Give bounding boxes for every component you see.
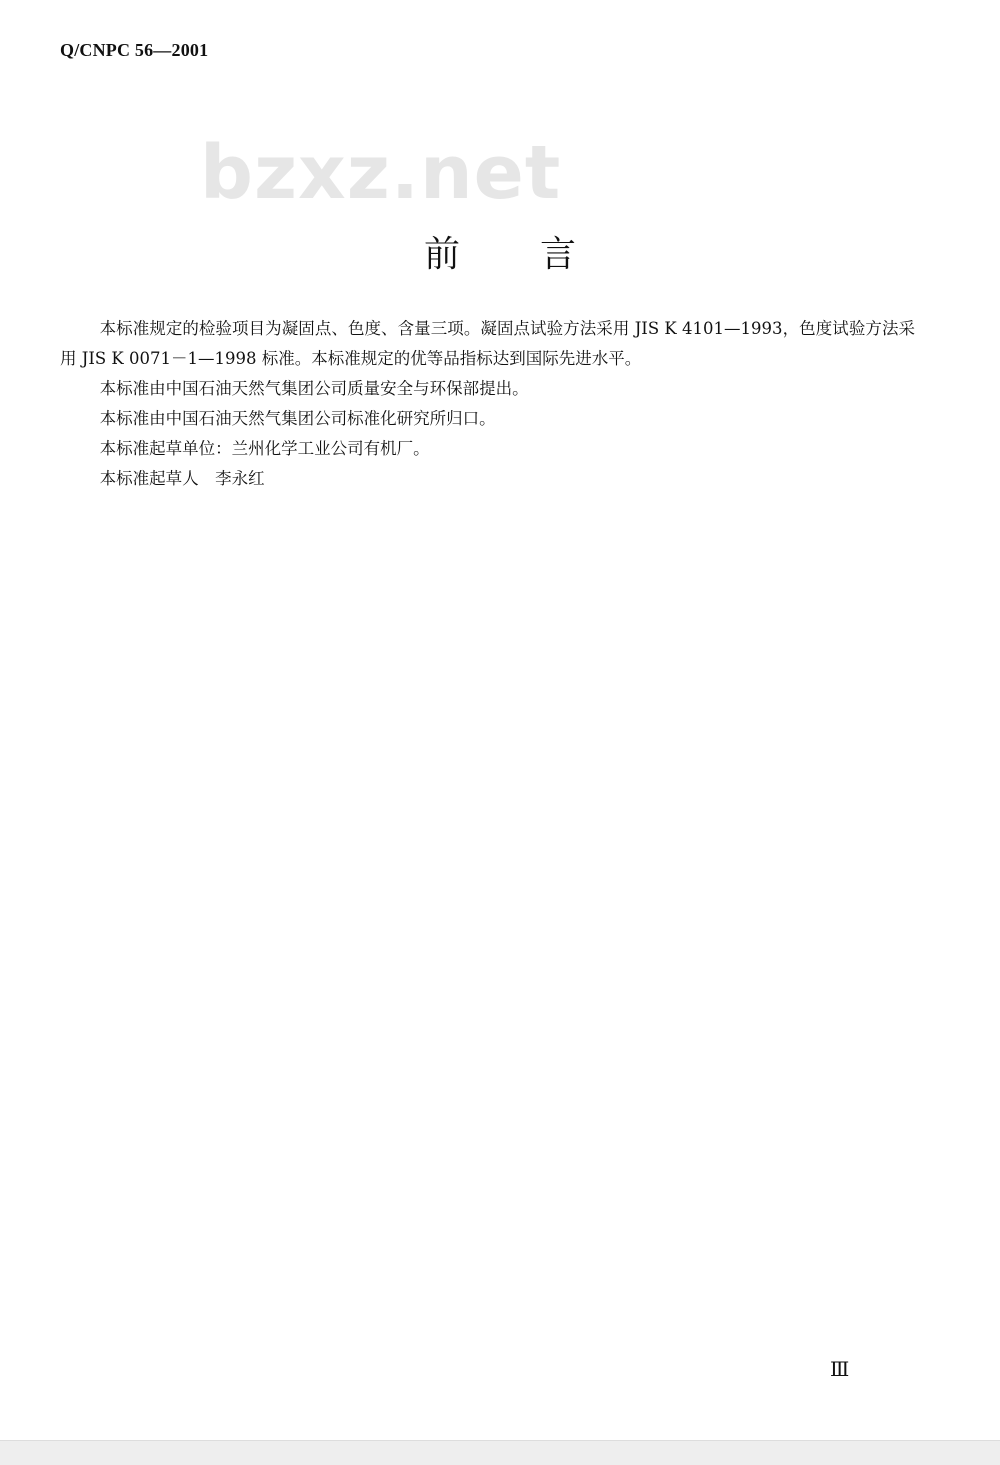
paragraph-administrator: 本标准由中国石油天然气集团公司标准化研究所归口。 [99,409,496,428]
paragraph-scope: 本标准规定的检验项目为凝固点、色度、含量三项。凝固点试验方法采用 JIS K 4101—1993，色度试验方法采用 JIS K 0071－1—1998 标准。本标准规定的优等品指标达到国际先进水平。 [60,319,915,368]
viewer-bottom-edge [0,1440,1000,1465]
paragraph-drafting-unit: 本标准起草单位：兰州化学工业公司有机厂。 [99,439,430,458]
paragraph-proposer: 本标准由中国石油天然气集团公司质量安全与环保部提出。 [99,379,529,398]
paragraph-drafter: 本标准起草人 李永红 [99,469,265,488]
page-number: Ⅲ [830,1359,850,1381]
standard-code: Q/CNPC 56—2001 [60,40,209,60]
watermark-logo: bzxz.net [200,130,562,216]
page-title: 前言 [423,234,656,275]
document-body [60,314,915,494]
